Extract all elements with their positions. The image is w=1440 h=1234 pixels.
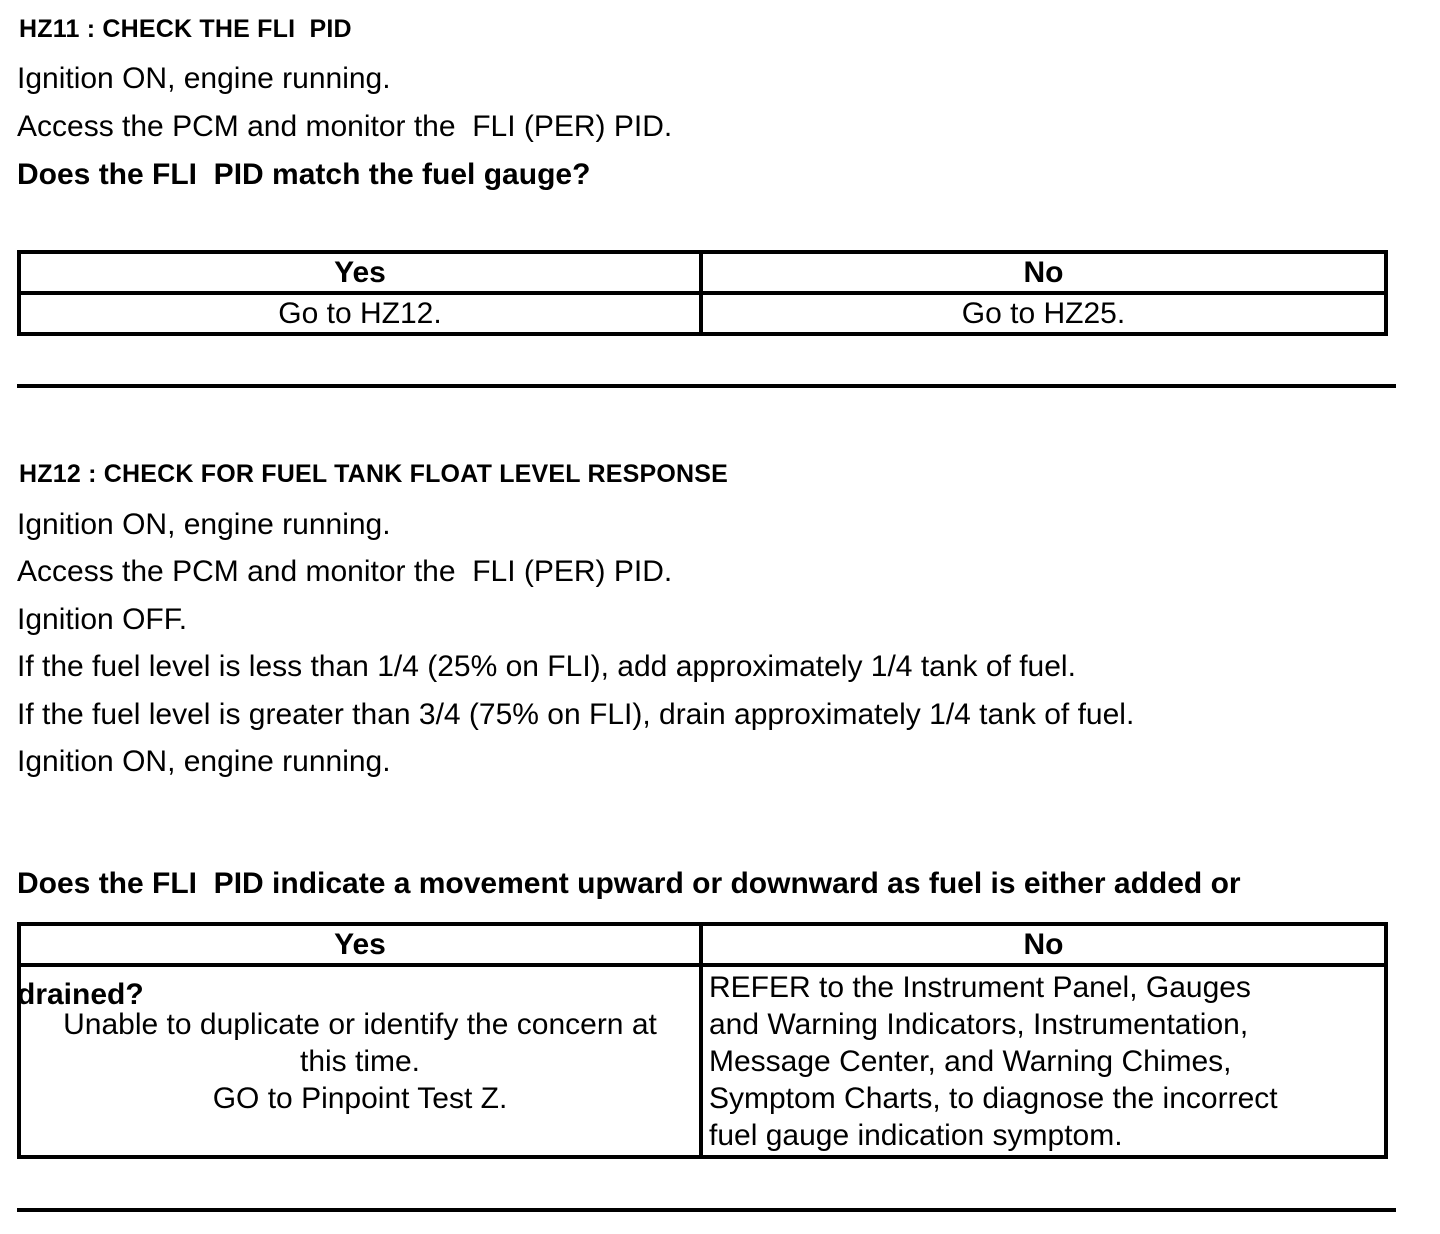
section-divider-2 <box>17 1208 1396 1212</box>
hz11-answer-table <box>17 250 1388 336</box>
hz12-step-5: If the fuel level is greater than 3/4 (75% on FLI), drain approximately 1/4 tank of fuel. <box>17 698 1135 731</box>
hz12-step-3: Ignition OFF. <box>17 603 188 636</box>
hz11-step-1: Ignition ON, engine running. <box>17 62 391 95</box>
hz11-yes-header: Yes <box>19 252 701 293</box>
hz12-title: HZ12 : CHECK FOR FUEL TANK FLOAT LEVEL RESPONSE <box>19 460 728 488</box>
hz12-yes-header: Yes <box>19 924 701 965</box>
hz12-yes-line-3: GO to Pinpoint Test Z. <box>212 1081 508 1115</box>
hz12-no-line-5: fuel gauge indication symptom. <box>709 1118 1123 1152</box>
hz12-yes-line-1: Unable to duplicate or identify the concern at <box>63 1007 657 1041</box>
hz12-no-line-2: and Warning Indicators, Instrumentation, <box>709 1007 1249 1041</box>
hz11-no-action: Go to HZ25. <box>701 293 1386 334</box>
hz12-step-6: Ignition ON, engine running. <box>17 745 391 778</box>
hz11-yes-action: Go to HZ12. <box>19 293 701 334</box>
hz12-question-line-2: drained? <box>17 978 144 1011</box>
hz11-step-2: Access the PCM and monitor the FLI (PER) PID. <box>17 110 673 143</box>
hz11-question: Does the FLI PID match the fuel gauge? <box>17 158 591 191</box>
hz12-answer-table <box>17 922 1388 1159</box>
hz12-step-4: If the fuel level is less than 1/4 (25% on FLI), add approximately 1/4 tank of fuel. <box>17 650 1076 683</box>
section-divider-1 <box>17 384 1396 388</box>
hz11-no-header: No <box>701 252 1386 293</box>
hz12-no-header: No <box>701 924 1386 965</box>
hz12-step-1: Ignition ON, engine running. <box>17 508 391 541</box>
hz12-no-line-3: Message Center, and Warning Chimes, <box>709 1044 1232 1078</box>
hz12-step-2: Access the PCM and monitor the FLI (PER) PID. <box>17 555 673 588</box>
hz12-no-line-1: REFER to the Instrument Panel, Gauges <box>709 970 1251 1004</box>
hz11-title: HZ11 : CHECK THE FLI PID <box>19 15 352 43</box>
hz12-yes-line-2: this time. <box>299 1044 421 1078</box>
hz12-no-line-4: Symptom Charts, to diagnose the incorrect <box>709 1081 1278 1115</box>
hz12-yes-action <box>19 965 701 1157</box>
hz12-question-line-1: Does the FLI PID indicate a movement upward or downward as fuel is either added or <box>17 867 1241 900</box>
hz12-no-action <box>701 965 1386 1157</box>
